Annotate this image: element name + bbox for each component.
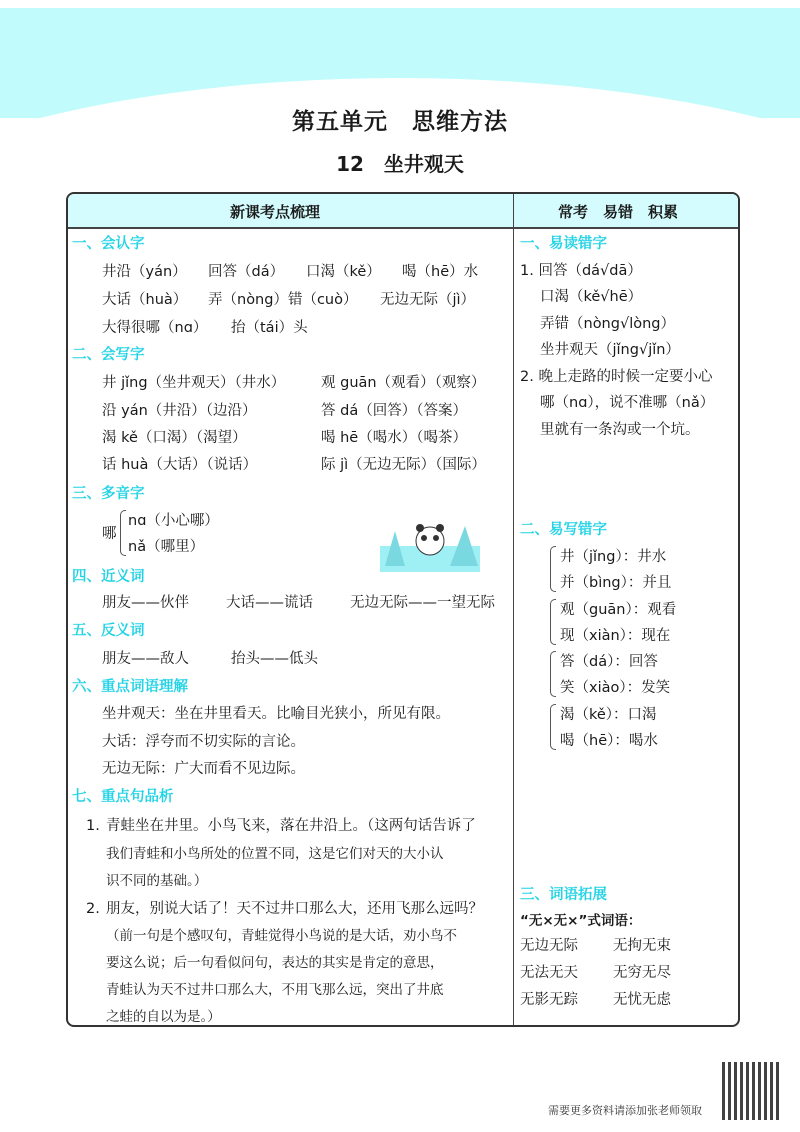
- word-pattern-label: “无×无×”式词语：: [520, 913, 642, 929]
- section-heading: 二、易写错字: [520, 522, 607, 538]
- misread-line: 里就有一条沟或一个坑。: [540, 422, 700, 438]
- word-item: 抬（tái）头: [231, 320, 308, 336]
- word-item: 无边无际（jì）: [380, 292, 476, 308]
- word-item: 无边无际: [520, 938, 578, 954]
- reading-item: nɑ（小心哪）: [128, 513, 219, 529]
- word-item: 沿 yán（井沿）（边沿）: [102, 403, 257, 419]
- word-item: 大得很哪（nɑ）: [102, 320, 208, 336]
- table-header: [68, 194, 738, 229]
- brace: [550, 546, 556, 592]
- word-item: 大话（huà）: [102, 292, 188, 308]
- left-column-header: 新课考点梳理: [230, 203, 321, 221]
- definition-item: 大话：浮夸而不切实际的言论。: [102, 734, 305, 750]
- word-item: 井 jǐng（坐井观天）（井水）: [102, 375, 286, 391]
- qr-code: [722, 1062, 782, 1120]
- unit-title: 第五单元 思维方法: [292, 109, 508, 135]
- misread-line: 1. 回答（dá√dā）: [520, 263, 642, 279]
- misread-line: 口渴（kě√hē）: [540, 289, 643, 305]
- section-heading: 七、重点句品析: [72, 789, 174, 805]
- miswrite-item: 喝（hē）：喝水: [560, 733, 658, 749]
- sentence-line: 识不同的基础。）: [106, 873, 208, 889]
- right-column-header: 常考 易错 积累: [558, 203, 679, 221]
- antonym-item: 朋友——敌人: [102, 651, 189, 667]
- sentence-line: 我们青蛙和小鸟所处的位置不同，这是它们对天的大小认: [106, 846, 444, 862]
- section-heading: 四、近义词: [72, 569, 145, 585]
- word-item: 喝（hē）水: [402, 264, 479, 280]
- word-item: 回答（dá）: [208, 264, 285, 280]
- brace: [550, 651, 556, 697]
- misread-line: 哪（nɑ），说不准哪（nǎ）: [540, 395, 715, 411]
- word-item: 话 huà（大话）（说话）: [102, 457, 258, 473]
- sentence-line: 青蛙认为天不过井口那么大，不用飞那么远，突出了井底: [106, 982, 444, 998]
- miswrite-item: 观（guān）：观看: [560, 602, 677, 618]
- reading-item: nǎ（哪里）: [128, 539, 205, 555]
- misread-line: 弄错（nòng√lòng）: [540, 316, 675, 332]
- definition-item: 坐井观天：坐在井里看天。比喻目光狭小，所见有限。: [102, 706, 450, 722]
- word-item: 弄（nòng）错（cuò）: [208, 292, 358, 308]
- word-item: 际 jì（无边无际）（国际）: [321, 457, 486, 473]
- section-heading: 六、重点词语理解: [72, 679, 188, 695]
- miswrite-item: 现（xiàn）：现在: [560, 628, 671, 644]
- misread-line: 2. 晚上走路的时候一定要小心: [520, 369, 713, 385]
- synonym-item: 无边无际——一望无际: [350, 595, 495, 611]
- section-heading: 三、词语拓展: [520, 887, 607, 903]
- brace: [120, 510, 126, 556]
- miswrite-item: 井（jǐng）：井水: [560, 549, 667, 565]
- word-item: 无影无踪: [520, 992, 578, 1008]
- item-number: 1.: [86, 818, 100, 834]
- word-item: 观 guān（观看）（观察）: [321, 375, 486, 391]
- sentence-line: 朋友，别说大话了！天不过井口那么大，还用飞那么远吗？: [106, 901, 483, 917]
- section-heading: 一、会认字: [72, 236, 145, 252]
- sentence-line: 青蛙坐在井里。小鸟飞来，落在井沿上。（这两句话告诉了: [106, 818, 476, 834]
- sentence-line: 之蛙的自以为是。）: [106, 1009, 221, 1025]
- definition-item: 无边无际：广大而看不见边际。: [102, 761, 305, 777]
- item-number: 2.: [86, 901, 100, 917]
- footer-note: 需要更多资料请添加张老师领取: [548, 1104, 702, 1117]
- miswrite-item: 渴（kě）：口渴: [560, 707, 657, 723]
- panda-illustration: [380, 506, 480, 572]
- miswrite-item: 并（bìng）：并且: [560, 575, 672, 591]
- polyphone-char: 哪: [102, 526, 117, 542]
- word-item: 口渴（kě）: [306, 264, 381, 280]
- word-item: 喝 hē（喝水）（喝茶）: [321, 430, 467, 446]
- lesson-title: 12 坐井观天: [336, 152, 464, 176]
- sentence-line: 要这么说；后一句看似问句，表达的其实是肯定的意思，: [106, 955, 444, 971]
- synonym-item: 大话——谎话: [226, 595, 313, 611]
- section-heading: 一、易读错字: [520, 236, 607, 252]
- sentence-line: （前一句是个感叹句，青蛙觉得小鸟说的是大话，劝小鸟不: [106, 928, 457, 944]
- word-item: 无穷无尽: [613, 965, 671, 981]
- section-heading: 五、反义词: [72, 623, 145, 639]
- antonym-item: 抬头——低头: [231, 651, 318, 667]
- brace: [550, 704, 556, 750]
- miswrite-item: 答（dá）：回答: [560, 654, 658, 670]
- miswrite-item: 笑（xiào）：发笑: [560, 680, 671, 696]
- word-item: 渴 kě（口渴）（渴望）: [102, 430, 247, 446]
- column-divider: [513, 194, 514, 1025]
- word-item: 井沿（yán）: [102, 264, 187, 280]
- synonym-item: 朋友——伙伴: [102, 595, 189, 611]
- section-heading: 三、多音字: [72, 486, 145, 502]
- word-item: 无忧无虑: [613, 992, 671, 1008]
- brace: [550, 599, 556, 645]
- word-item: 无拘无束: [613, 938, 671, 954]
- word-item: 答 dá（回答）（答案）: [321, 403, 467, 419]
- content-table: [66, 192, 740, 1027]
- misread-line: 坐井观天（jǐng√jǐn）: [540, 342, 680, 358]
- section-heading: 二、会写字: [72, 347, 145, 363]
- word-item: 无法无天: [520, 965, 578, 981]
